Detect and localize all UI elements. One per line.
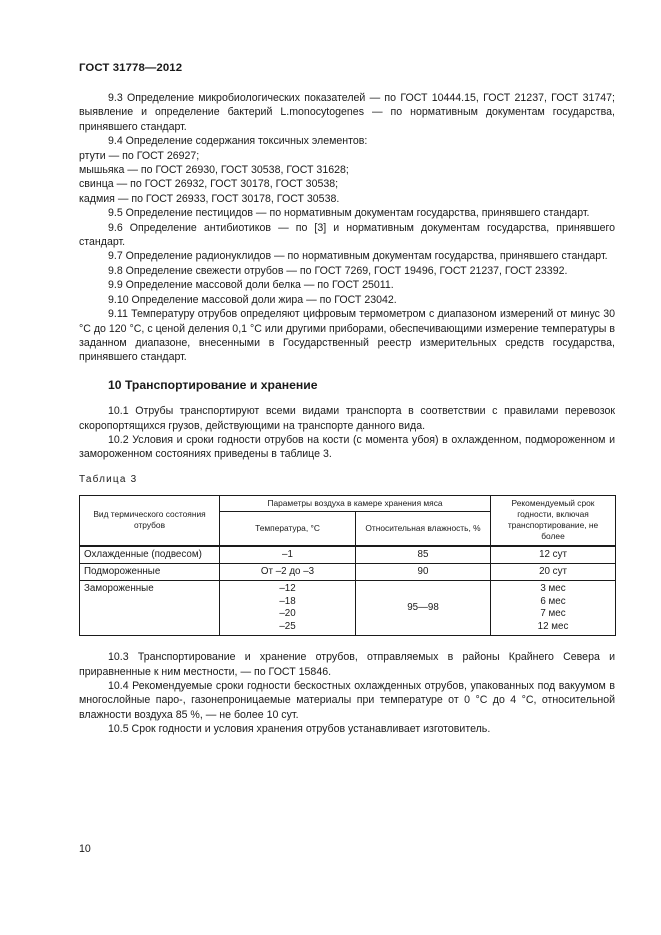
storage-conditions-table xyxy=(79,495,616,636)
cell-shelf-life-list xyxy=(491,581,616,636)
section-10-title: 10 Транспортирование и хранение xyxy=(108,377,318,392)
temperature-value: –20 xyxy=(279,608,296,620)
paragraph-9-5: 9.5 Определение пестицидов — по нормативным документам государства, принявшего стандарт. xyxy=(108,207,590,220)
paragraph-10-4: 10.4 Рекомендуемые сроки годности бескостных охлажденных отрубов, упакованных под вакуумом в многослойные паро-, газонепроницаемые материалы при температуре от 0 °С до 4 °С, относительной влажности воздуха 85 %, — не более 10 сут. xyxy=(79,679,615,721)
shelf-life-value: 7 мес xyxy=(540,608,566,620)
cell-humidity: 90 xyxy=(356,564,491,581)
paragraph-10-2: 10.2 Условия и сроки годности отрубов на кости (с момента убоя) в охлажденном, подмороженном и замороженном состояниях приведены в таблице 3. xyxy=(79,433,615,461)
cell-shelf-life: 20 сут xyxy=(491,564,616,581)
table-row xyxy=(80,564,616,581)
cell-humidity: 95—98 xyxy=(356,581,491,636)
paragraph-9-9: 9.9 Определение массовой доли белка — по ГОСТ 25011. xyxy=(108,279,394,292)
paragraph-9-6: 9.6 Определение антибиотиков — по [3] и нормативным документам государства, принявшего стандарт. xyxy=(79,221,615,249)
header-state: Вид термического состояния отрубов xyxy=(80,496,220,546)
table-row xyxy=(80,546,616,564)
shelf-life-value: 6 мес xyxy=(540,595,566,607)
header-humidity: Относительная влажность, % xyxy=(356,512,491,546)
toxic-element-item: кадмия — по ГОСТ 26933, ГОСТ 30178, ГОСТ 30538. xyxy=(79,192,340,205)
cell-state: Подмороженные xyxy=(80,564,220,581)
after-table-block xyxy=(79,650,615,736)
paragraph-9-4: 9.4 Определение содержания токсичных элементов: xyxy=(108,135,368,148)
cell-shelf-life: 12 сут xyxy=(491,546,616,564)
cell-humidity: 85 xyxy=(356,546,491,564)
temperature-value: –18 xyxy=(279,595,296,607)
temperature-value: –25 xyxy=(279,620,296,632)
cell-temperature: От –2 до –3 xyxy=(220,564,356,581)
temperature-value: –12 xyxy=(279,583,296,595)
header-air-params: Параметры воздуха в камере хранения мяса xyxy=(220,496,491,512)
header-temperature: Температура, °С xyxy=(220,512,356,546)
toxic-element-item: ртути — по ГОСТ 26927; xyxy=(79,149,200,162)
document-body xyxy=(79,91,615,737)
table-caption: Таблица 3 xyxy=(79,473,138,485)
page-number: 10 xyxy=(79,843,91,855)
shelf-life-value: 12 мес xyxy=(537,620,569,632)
cell-temperature: –1 xyxy=(220,546,356,564)
cell-state: Охлажденные (подвесом) xyxy=(80,546,220,564)
header-shelf-life: Рекомендуемый срок годности, включая транспортирование, не более xyxy=(491,496,616,546)
paragraph-9-11: 9.11 Температуру отрубов определяют цифровым термометром с диапазоном измерений от минус 30 °С до 120 °С, с ценой деления 0,1 °С или другими приборами, обеспечивающими измерение температуры в заданном диапазоне, внесенными в Государственный реестр измерительных средств государства, принявшего стандарт. xyxy=(79,308,615,364)
toxic-element-item: мышьяка — по ГОСТ 26930, ГОСТ 30538, ГОСТ 31628; xyxy=(79,164,349,177)
cell-temperature-list xyxy=(220,581,356,636)
paragraph-9-10: 9.10 Определение массовой доли жира — по ГОСТ 23042. xyxy=(108,293,397,306)
table-header-row xyxy=(80,496,616,512)
toxic-element-item: свинца — по ГОСТ 26932, ГОСТ 30178, ГОСТ 30538; xyxy=(79,178,339,191)
cell-state: Замороженные xyxy=(80,581,220,636)
table-row xyxy=(80,581,616,636)
paragraph-10-3: 10.3 Транспортирование и хранение отрубов, отправляемых в районы Крайнего Севера и приравненные к ним местности, — по ГОСТ 15846. xyxy=(79,651,615,678)
paragraph-10-5: 10.5 Срок годности и условия хранения отрубов устанавливает изготовитель. xyxy=(108,723,491,736)
document-header: ГОСТ 31778—2012 xyxy=(79,62,183,74)
paragraph-9-3: 9.3 Определение микробиологических показателей — по ГОСТ 10444.15, ГОСТ 21237, ГОСТ 31747; выявление и определение бактерий L.monocytogenes — по нормативным документам государства, принявшего стандарт. xyxy=(79,92,615,133)
paragraph-9-8: 9.8 Определение свежести отрубов — по ГОСТ 7269, ГОСТ 19496, ГОСТ 21237, ГОСТ 23392. xyxy=(108,264,568,277)
paragraph-9-7: 9.7 Определение радионуклидов — по нормативным документам государства, принявшего стандарт. xyxy=(108,250,608,263)
shelf-life-value: 3 мес xyxy=(540,583,566,595)
paragraph-10-1: 10.1 Отрубы транспортируют всеми видами транспорта в соответствии с правилами перевозок скоропортящихся грузов, действующими на транспорте данного вида. xyxy=(79,405,615,432)
